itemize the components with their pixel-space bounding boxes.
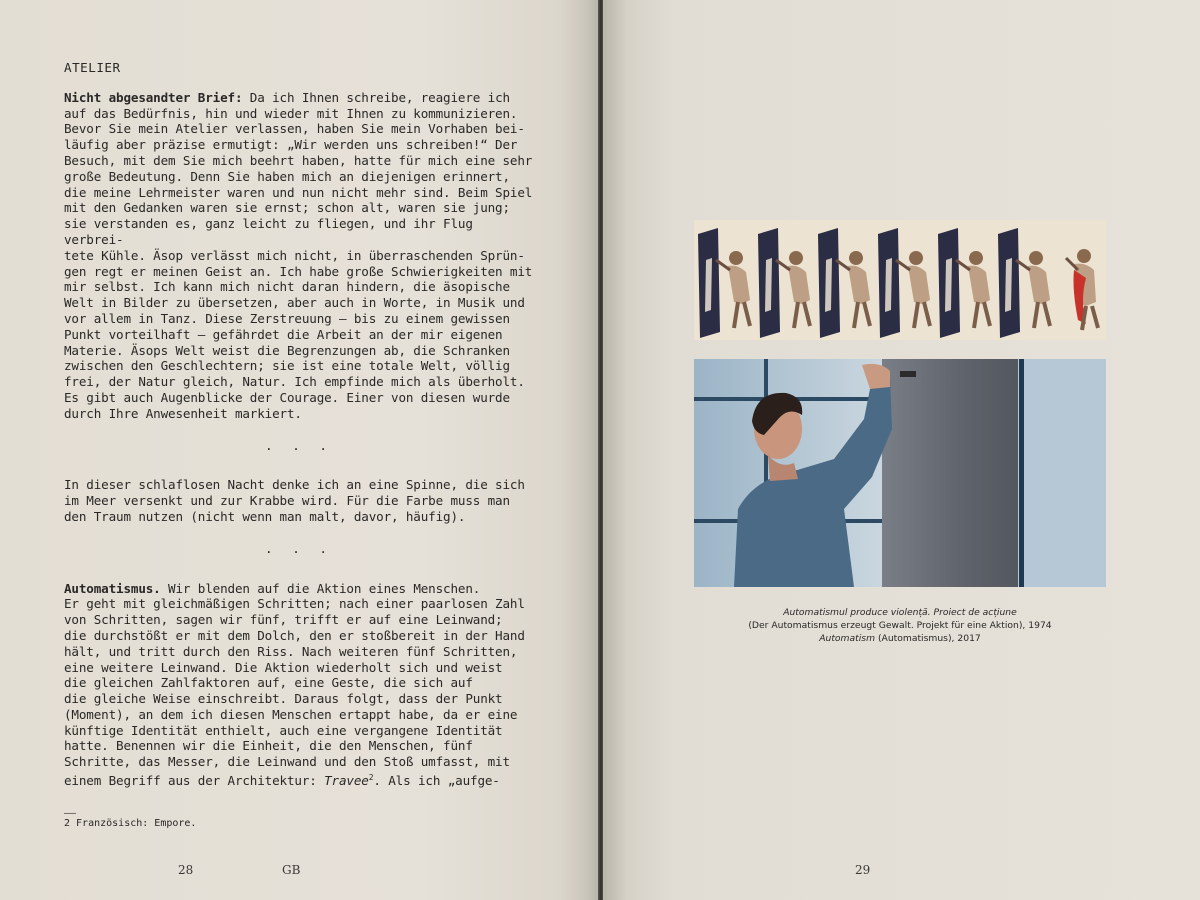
performance-photo xyxy=(694,359,1106,587)
footnote: 2 Französisch: Empore. xyxy=(64,818,197,829)
architecture-term: Travee xyxy=(324,773,369,789)
footnote-reference[interactable]: 2 xyxy=(368,773,374,783)
paragraph-automatism xyxy=(64,581,534,790)
body-text xyxy=(64,60,534,789)
paragraph-body: Da ich Ihnen schreibe, reagiere ich auf das Bedürfnis, hin und wieder mit Ihnen zu kommunizieren. Bevor Sie mein Atelier verlassen, haben Sie mein Vorhaben bei- läufig aber präzise ermutigt: „Wir werden uns schreiben!“ Der Besuch, mit dem Sie mich beehrt haben, hatte für mich eine sehr große Bedeutung. Denn Sie haben mich an diejenigen erinnert, die meine Lehrmeister waren und nun nicht mehr sind. Beim Spiel mit den Gedanken waren sie ernst; schon alt, waren sie jung; sie verstanden es, ganz leicht zu fliegen, und ihr Flug verbrei- tete Kühle. Äsop verlässt mich nicht, in überraschenden Sprün- gen regt er meinen Geist an. Ich habe große Schwierigkeiten mit mir selbst. Ich kann mich nicht daran hindern, die äsopische Welt in Bilder zu übersetzen, aber auch in Worte, in Musik und vor allem in Tanz. Diese Zerstreuung – bis zu einem gewissen Punkt vorteilhaft – gefährdet die Arbeit an der mir eigenen Materie. Äsops Welt weist die Begrenzungen ab, die Schranken zwischen den Geschlechtern; sie ist eine totale Welt, völlig frei, der Natur gleich, Natur. Ich empfinde mich als überholt. Es gibt auch Augenblicke der Courage. Einer von diesen wurde durch Ihre Anwesenheit markiert. xyxy=(64,89,533,421)
paragraph-letter xyxy=(64,90,534,422)
paragraph-night: In dieser schlaflosen Nacht denke ich an eine Spinne, die sich im Meer versenkt und zur Krabbe wird. Für die Farbe muss man den Traum nutzen (nicht wenn man malt, davor, häufig). xyxy=(64,477,525,524)
image-caption xyxy=(694,606,1106,645)
paragraph-lead: Nicht abgesandter Brief: xyxy=(64,89,243,105)
paragraph-tail: . Als ich „aufge- xyxy=(373,773,500,789)
paragraph-body: Wir blenden auf die Aktion eines Menschen. Er geht mit gleichmäßigen Schritten; nach einer paarlosen Zahl von Schritten, sagen wir fünf, trifft er auf eine Leinwand; die durchstößt er mit dem Dolch, den er stoßbereit in der Hand hält, und tritt durch den Riss. Nach weiteren fünf Schritten, eine weitere Leinwand. Die Aktion wiederholt sich und weist die gleichen Zahlfaktoren auf, eine Geste, die sich auf die gleiche Weise einschreibt. Daraus folgt, dass der Punkt (Moment), an dem ich diesen Menschen ertappt habe, da er eine künftige Identität enthielt, auch eine vergangene Identität hatte. Benennen wir die Einheit, die den Menschen, fünf Schritte, das Messer, die Leinwand und den Stoß umfasst, mit einem Begriff aus der Architektur: xyxy=(64,580,525,789)
paragraph-lead: Automatismus. xyxy=(64,580,161,596)
caption-translation-2017: (Automatismus), 2017 xyxy=(875,633,981,644)
footnote-rule: —— xyxy=(64,808,77,819)
caption-title-2017: Automatism xyxy=(819,633,876,644)
language-tag: GB xyxy=(282,863,301,877)
right-page xyxy=(603,0,1200,900)
caption-translation-1974: (Der Automatismus erzeugt Gewalt. Projekt für eine Aktion), 1974 xyxy=(748,620,1052,631)
section-break: . . . xyxy=(265,437,333,453)
section-break: . . . xyxy=(265,540,333,556)
drawing-sequence-image xyxy=(694,220,1106,340)
caption-title-1974: Automatismul produce violență. Proiect de acțiune xyxy=(783,607,1017,618)
page-number-right: 29 xyxy=(855,863,871,877)
section-heading: ATELIER xyxy=(64,60,121,75)
page-number-left: 28 xyxy=(178,863,194,877)
